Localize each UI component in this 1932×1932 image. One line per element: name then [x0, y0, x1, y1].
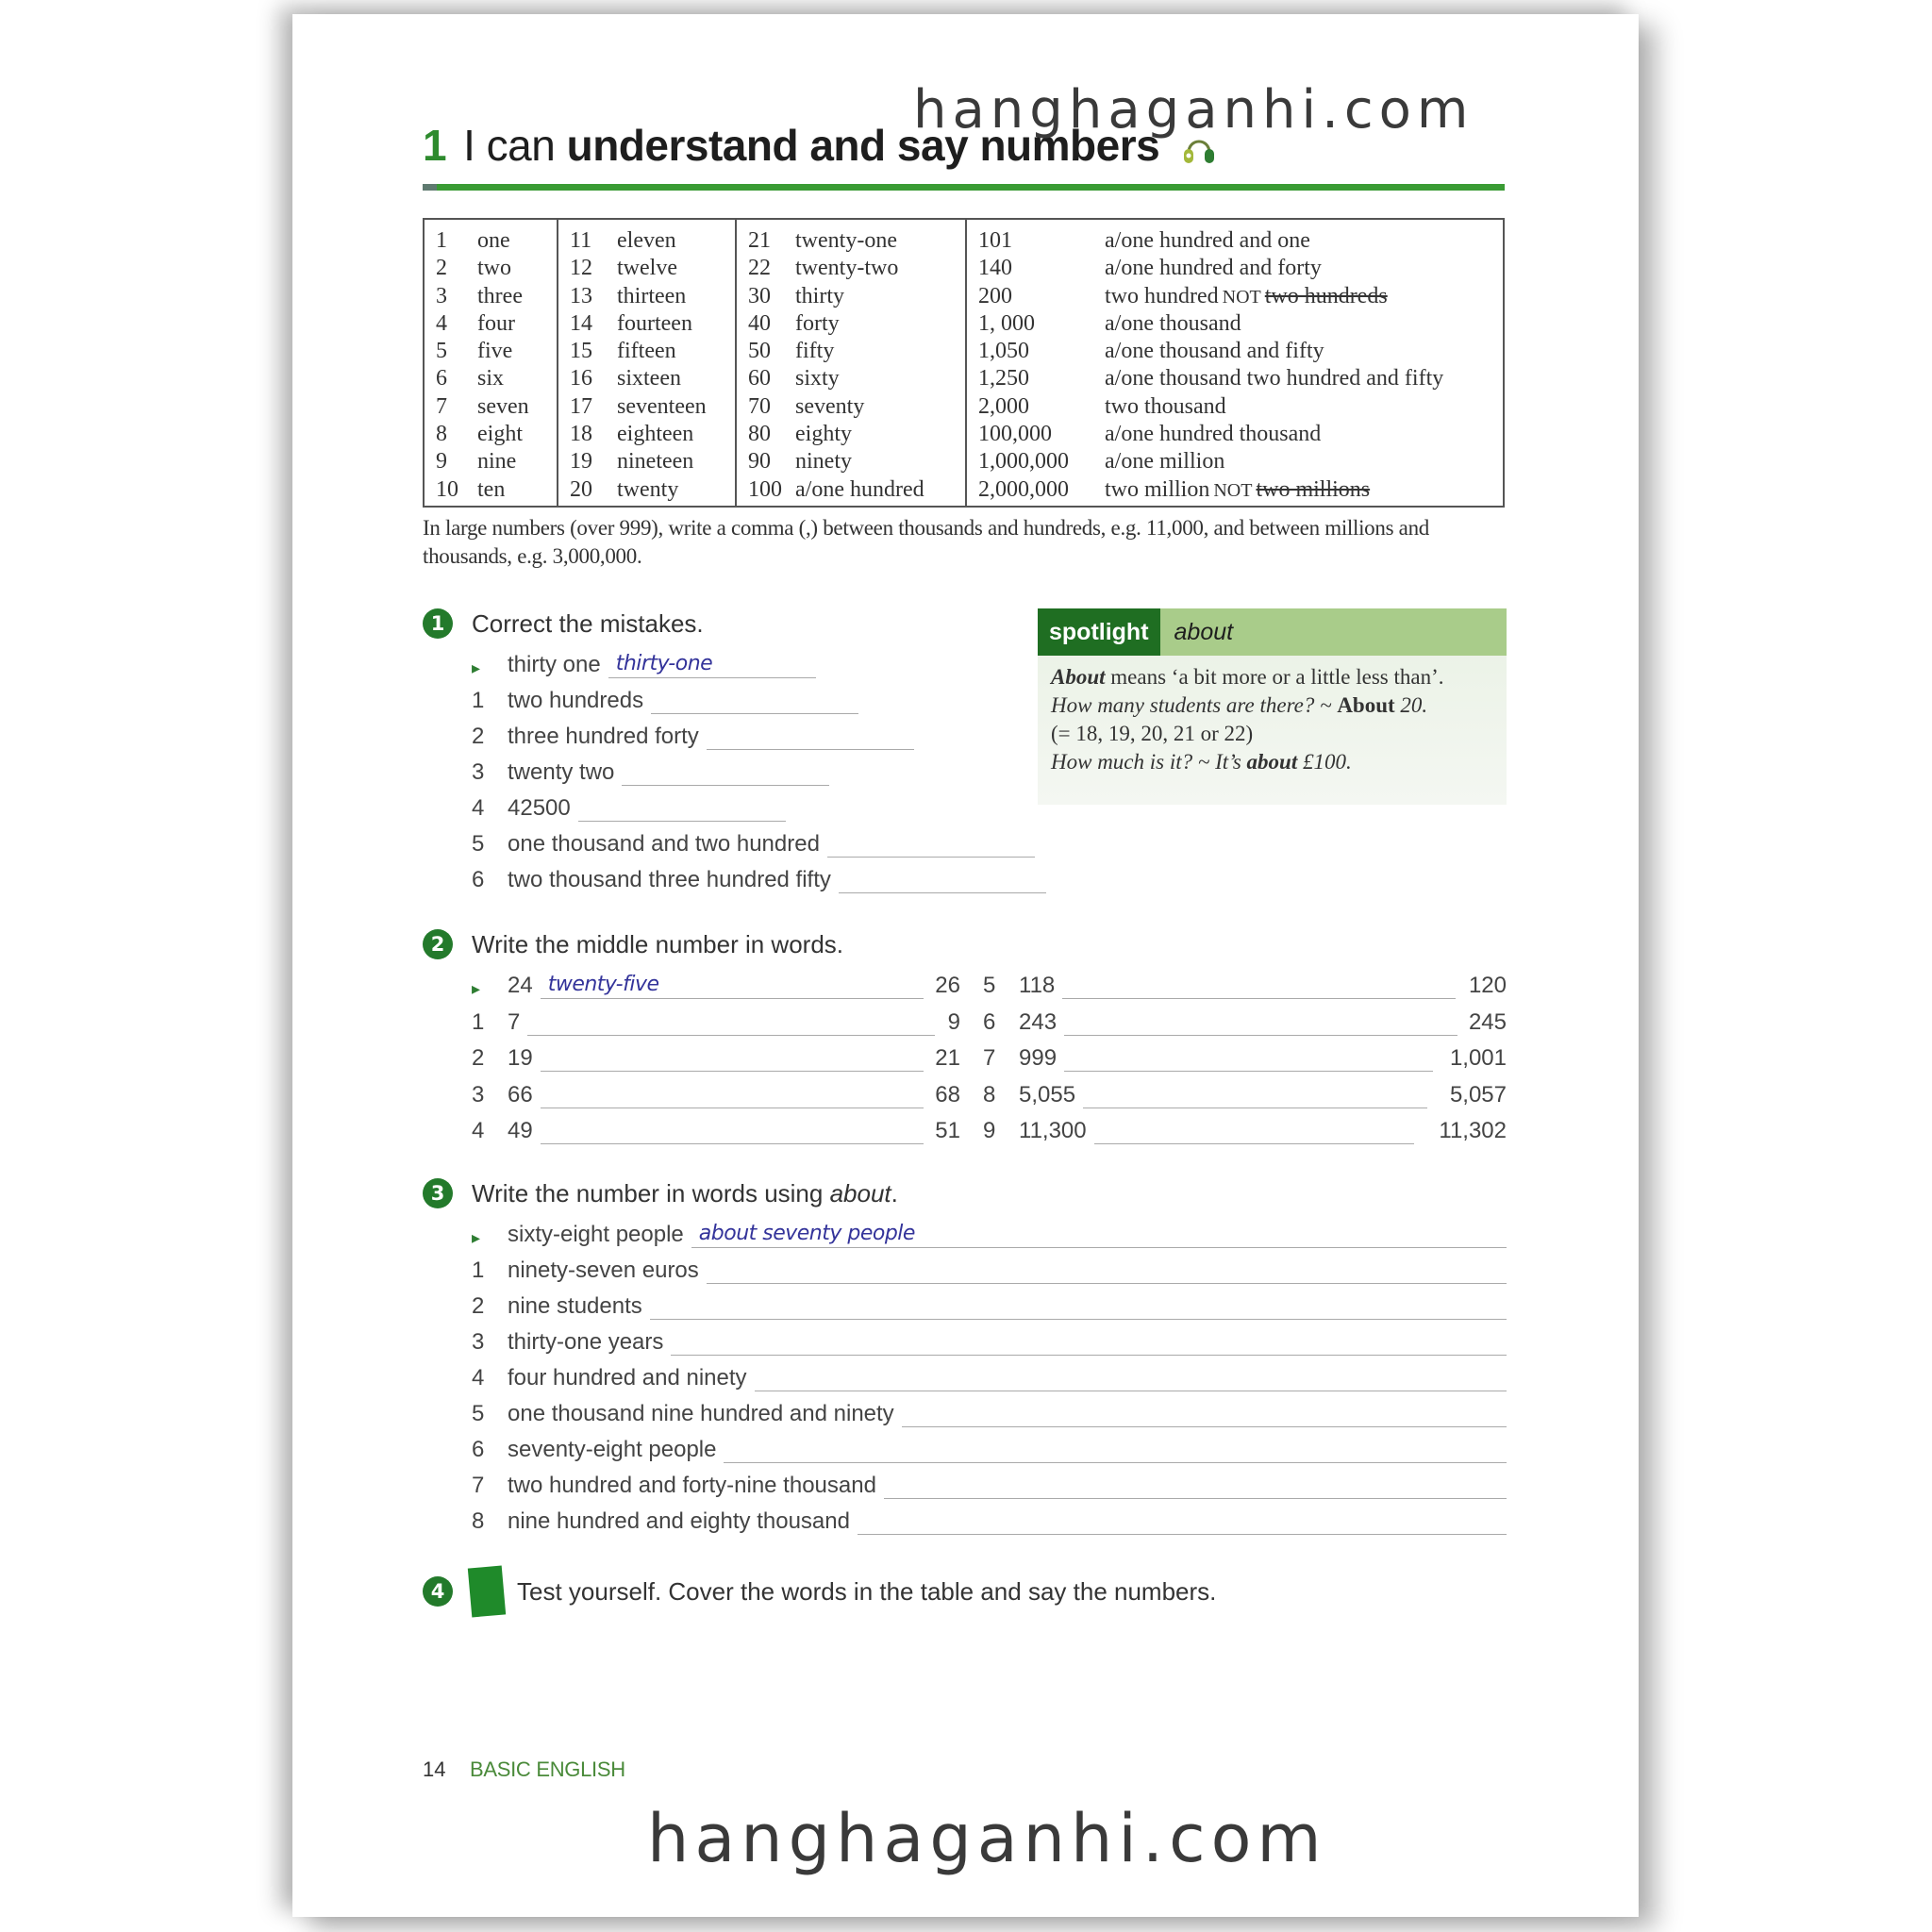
exercise-1-item: [472, 858, 1046, 893]
answer-blank[interactable]: [902, 1403, 1507, 1427]
answer-blank[interactable]: [651, 690, 858, 714]
number-digits: 4: [436, 310, 447, 336]
answer-blank[interactable]: [1064, 1047, 1433, 1072]
item-number: 1: [472, 1008, 485, 1035]
exercise-1-item: [472, 822, 1046, 858]
end-number: 120: [1468, 973, 1507, 998]
number-digits: 90: [748, 449, 771, 475]
number-word: eighty: [795, 422, 852, 447]
number-digits: 2,000: [978, 393, 1029, 419]
number-digits: 6: [436, 366, 447, 391]
number-digits: 1,050: [978, 339, 1029, 364]
spotlight-example-1-detail: (= 18, 19, 20, 21 or 22): [1051, 722, 1254, 745]
unit-number: 1: [423, 121, 447, 170]
numbers-table: [423, 218, 1505, 508]
spotlight-body: [1038, 656, 1507, 784]
table-row: [436, 338, 557, 365]
number-digits: 9: [436, 449, 447, 475]
item-number: 2: [472, 1045, 485, 1071]
number-word: seven: [477, 393, 529, 419]
start-number: 5,055: [1019, 1081, 1076, 1108]
number-word: a/one thousand and fifty: [1105, 339, 1324, 364]
exercise-2-title: [423, 929, 843, 959]
item-number: 7: [983, 1045, 996, 1071]
answer-blank[interactable]: [691, 1224, 1507, 1248]
table-row: [748, 283, 965, 310]
item-prompt: one thousand nine hundred and ninety: [508, 1401, 894, 1426]
exercise-1-badge: 1: [423, 608, 453, 639]
table-row: [978, 421, 1503, 448]
answer-blank[interactable]: [839, 869, 1046, 893]
number-word: ninety: [795, 449, 852, 475]
table-row: [748, 338, 965, 365]
workbook-page: [292, 14, 1639, 1917]
number-digits: 1, 000: [978, 310, 1035, 336]
item-prompt: one thousand and two hundred: [508, 831, 820, 857]
table-row: [748, 448, 965, 475]
heading-bold: understand and say numbers: [566, 121, 1160, 170]
number-word: twenty-one: [795, 228, 897, 253]
table-row: [570, 310, 735, 338]
heading-rule: [423, 184, 1505, 191]
answer-blank[interactable]: [884, 1474, 1507, 1499]
number-word: sixty: [795, 366, 840, 391]
answer-blank[interactable]: [1062, 974, 1456, 999]
item-prompt: two hundred and forty-nine thousand: [508, 1473, 876, 1498]
exercise-2-instruction: Write the middle number in words.: [472, 929, 844, 958]
number-word: a/one hundred and one: [1105, 228, 1310, 253]
table-row: [978, 365, 1503, 392]
answer-blank[interactable]: [541, 1120, 924, 1144]
exercise-3-title: [423, 1178, 898, 1208]
number-digits: 13: [570, 283, 592, 308]
number-word: eight: [477, 422, 523, 447]
table-row: [436, 310, 557, 338]
exercise-3-instruction: Write the number in words using about.: [472, 1178, 898, 1208]
item-number: 8: [983, 1081, 996, 1108]
item-number: 1: [472, 1257, 485, 1283]
item-prompt: four hundred and ninety: [508, 1365, 747, 1391]
number-word: sixteen: [617, 366, 681, 391]
end-number: 26: [935, 973, 960, 998]
table-row: [436, 365, 557, 392]
number-word: a/one hundred and forty: [1105, 256, 1322, 281]
start-number: 7: [508, 1008, 521, 1035]
number-digits: 19: [570, 449, 592, 475]
number-word: a/one thousand two hundred and fifty: [1105, 366, 1444, 391]
exercise-3-item: [472, 1391, 1507, 1427]
table-row: [748, 255, 965, 282]
table-row: [436, 227, 557, 255]
item-prompt: nine hundred and eighty thousand: [508, 1508, 850, 1534]
table-column-4: [967, 220, 1503, 506]
number-word: one: [477, 228, 510, 253]
exercise-3-items: [472, 1212, 1507, 1535]
exercise-3-item: [472, 1320, 1507, 1356]
table-column-1: [425, 220, 558, 506]
item-number: 4: [472, 1118, 485, 1143]
table-row: [436, 393, 557, 421]
answer-blank[interactable]: [858, 1510, 1507, 1535]
exercise-2-item: [983, 1073, 1507, 1108]
exercise-1-item: [472, 750, 1046, 786]
exercise-1-item: [472, 714, 1046, 750]
wrong-form: two hundreds: [1264, 283, 1388, 308]
spotlight-definition: About means ‘a bit more or a little less than’.: [1051, 665, 1444, 689]
exercise-3-item: [472, 1356, 1507, 1391]
item-prompt: two hundreds: [508, 688, 644, 713]
page-number: 14: [423, 1757, 446, 1781]
number-word: seventy: [795, 393, 865, 419]
table-row: [436, 448, 557, 475]
table-row: [748, 227, 965, 255]
item-prompt: two thousand three hundred fifty: [508, 867, 831, 892]
table-row: [570, 227, 735, 255]
number-word: a/one million: [1105, 449, 1225, 475]
item-prompt: nine students: [508, 1293, 642, 1319]
answer-blank[interactable]: [1064, 1011, 1457, 1036]
table-row: [978, 448, 1503, 475]
exercise-3-item: [472, 1463, 1507, 1499]
number-digits: 100: [748, 476, 782, 502]
table-row: [748, 310, 965, 338]
not-label: NOT: [1222, 286, 1261, 308]
spotlight-header: [1038, 608, 1507, 656]
number-digits: 30: [748, 283, 771, 308]
exercise-2-badge: 2: [423, 929, 453, 959]
end-number: 21: [935, 1045, 960, 1071]
item-number: 6: [983, 1008, 996, 1035]
table-row: [570, 476, 735, 504]
table-row: [570, 365, 735, 392]
exercise-2-item: [983, 1108, 1507, 1144]
start-number: 118: [1019, 973, 1056, 998]
number-digits: 12: [570, 256, 592, 281]
exercise-2-item: [472, 1036, 960, 1072]
item-number: 6: [472, 867, 485, 892]
spotlight-tag: spotlight: [1038, 608, 1160, 656]
number-digits: 7: [436, 393, 447, 419]
number-digits: 11: [570, 228, 592, 253]
number-digits: 14: [570, 310, 592, 336]
item-number: 9: [983, 1118, 996, 1143]
item-prompt: thirty one: [508, 652, 601, 677]
number-digits: 101: [978, 228, 1012, 253]
exercise-1-item: [472, 642, 1046, 678]
comma-note: In large numbers (over 999), write a comma (,) between thousands and hundreds, e.g. 11,000, and between millions and thousands, e.g. 3,000,000.: [423, 516, 1429, 568]
spotlight-example-1: How many students are there? ~ About 20.: [1051, 693, 1428, 717]
answer-blank[interactable]: [650, 1295, 1507, 1320]
number-word: eighteen: [617, 422, 694, 447]
number-word: five: [477, 339, 513, 364]
table-row: [570, 393, 735, 421]
table-row: [570, 338, 735, 365]
number-word: ten: [477, 476, 506, 502]
table-row: [436, 421, 557, 448]
number-word: a/one thousand: [1105, 310, 1241, 336]
exercise-1-instruction: Correct the mistakes.: [472, 608, 704, 638]
spotlight-box: [1038, 608, 1507, 805]
exercise-2-item: [983, 1000, 1507, 1036]
number-word: three: [477, 283, 523, 308]
item-number: 3: [472, 1329, 485, 1355]
start-number: 24: [508, 973, 533, 998]
exercise-1-items: [472, 642, 1046, 893]
table-row: [570, 421, 735, 448]
book-title: BASIC ENGLISH: [470, 1757, 625, 1781]
exercise-3-item: [472, 1284, 1507, 1320]
exercise-2-item: [472, 1108, 960, 1144]
item-prompt: ninety-seven euros: [508, 1257, 699, 1283]
number-word: seventeen: [617, 393, 707, 419]
number-word: four: [477, 310, 515, 336]
answer-blank[interactable]: [608, 654, 816, 678]
number-digits: 2: [436, 256, 447, 281]
table-row: [748, 393, 965, 421]
wrong-form: two millions: [1256, 476, 1371, 502]
exercise-2-item: [472, 1073, 960, 1108]
item-number: 1: [472, 688, 485, 713]
item-prompt: sixty-eight people: [508, 1222, 684, 1247]
number-word: two hundred NOT two hundreds: [1105, 283, 1388, 308]
table-row: [748, 421, 965, 448]
number-word: forty: [795, 310, 840, 336]
item-number: 5: [472, 831, 485, 857]
table-row: [570, 255, 735, 282]
item-number: 6: [472, 1437, 485, 1462]
start-number: 66: [508, 1081, 533, 1108]
number-word: fifteen: [617, 339, 676, 364]
cover-card-icon: [468, 1566, 506, 1618]
handwritten-answer: thirty-one: [615, 652, 713, 675]
start-number: 11,300: [1019, 1118, 1087, 1143]
table-row: [570, 448, 735, 475]
answer-blank[interactable]: [707, 1259, 1507, 1284]
number-word: fifty: [795, 339, 835, 364]
number-word: a/one hundred thousand: [1105, 422, 1322, 447]
number-word: nineteen: [617, 449, 694, 475]
number-word: eleven: [617, 228, 676, 253]
item-prompt: twenty two: [508, 759, 615, 785]
number-word: six: [477, 366, 505, 391]
number-digits: 1,250: [978, 366, 1029, 391]
example-arrow-icon: ▸: [472, 979, 481, 998]
item-number: 3: [472, 759, 485, 785]
example-arrow-icon: ▸: [472, 658, 481, 677]
number-digits: 100,000: [978, 422, 1052, 447]
table-row: [978, 476, 1503, 504]
answer-blank[interactable]: [724, 1439, 1507, 1463]
exercise-4-title: [423, 1567, 1216, 1616]
exercise-2-item: [983, 963, 1507, 999]
table-row: [436, 476, 557, 504]
table-row: [978, 283, 1503, 310]
answer-blank[interactable]: [527, 1011, 935, 1036]
exercise-3-item: [472, 1212, 1507, 1248]
number-word: thirty: [795, 283, 844, 308]
answer-blank[interactable]: [578, 797, 786, 822]
number-word: two thousand: [1105, 393, 1226, 419]
start-number: 19: [508, 1045, 533, 1071]
start-number: 49: [508, 1118, 533, 1143]
number-word: thirteen: [617, 283, 687, 308]
handwritten-answer: twenty-five: [547, 973, 659, 996]
item-prompt: 42500: [508, 795, 571, 821]
number-digits: 140: [978, 256, 1012, 281]
number-digits: 3: [436, 283, 447, 308]
heading-light: I can: [463, 121, 567, 170]
table-column-3: [737, 220, 967, 506]
table-row: [570, 283, 735, 310]
number-digits: 8: [436, 422, 447, 447]
exercise-4-instruction: Test yourself. Cover the words in the table and say the numbers.: [517, 1576, 1217, 1606]
number-digits: 22: [748, 256, 771, 281]
exercise-1-item: [472, 678, 1046, 714]
table-row: [748, 476, 965, 504]
item-number: 5: [983, 973, 996, 998]
table-row: [978, 310, 1503, 338]
table-row: [978, 338, 1503, 365]
item-number: 3: [472, 1081, 485, 1108]
number-digits: 40: [748, 310, 771, 336]
item-number: 2: [472, 724, 485, 749]
spotlight-word: about: [1174, 619, 1234, 645]
end-number: 51: [935, 1118, 960, 1143]
exercise-3-item: [472, 1427, 1507, 1463]
number-digits: 1,000,000: [978, 449, 1069, 475]
handwritten-answer: about seventy people: [698, 1222, 915, 1245]
exercise-1-item: [472, 786, 1046, 822]
table-row: [436, 283, 557, 310]
number-digits: 18: [570, 422, 592, 447]
number-word: fourteen: [617, 310, 692, 336]
watermark-top: hanghaganhi.com: [913, 79, 1474, 141]
number-digits: 80: [748, 422, 771, 447]
number-word: twelve: [617, 256, 677, 281]
answer-blank[interactable]: [827, 833, 1035, 858]
example-arrow-icon: ▸: [472, 1228, 481, 1247]
exercise-2-item: [472, 1000, 960, 1036]
number-digits: 5: [436, 339, 447, 364]
answer-blank[interactable]: [707, 725, 914, 750]
number-word: two million NOT two millions: [1105, 476, 1371, 502]
start-number: 999: [1019, 1045, 1058, 1071]
answer-blank[interactable]: [541, 1084, 924, 1108]
number-digits: 50: [748, 339, 771, 364]
number-digits: 2,000,000: [978, 476, 1069, 502]
table-row: [748, 365, 965, 392]
table-row: [978, 393, 1503, 421]
exercise-4-badge: 4: [423, 1576, 453, 1607]
number-digits: 70: [748, 393, 771, 419]
table-row: [436, 255, 557, 282]
end-number: 11,302: [1439, 1118, 1507, 1143]
number-digits: 17: [570, 393, 592, 419]
answer-blank[interactable]: [622, 761, 829, 786]
start-number: 243: [1019, 1008, 1058, 1035]
number-digits: 20: [570, 476, 592, 502]
number-word: twenty-two: [795, 256, 899, 281]
end-number: 68: [935, 1081, 960, 1108]
exercise-3-badge: 3: [423, 1178, 453, 1208]
end-number: 5,057: [1449, 1081, 1507, 1108]
answer-blank[interactable]: [1094, 1120, 1414, 1144]
item-prompt: thirty-one years: [508, 1329, 664, 1355]
item-prompt: seventy-eight people: [508, 1437, 717, 1462]
exercise-3-item: [472, 1499, 1507, 1535]
table-row: [978, 227, 1503, 255]
end-number: 1,001: [1449, 1045, 1507, 1071]
number-digits: 200: [978, 283, 1012, 308]
number-word: a/one hundred: [795, 476, 924, 502]
not-label: NOT: [1213, 479, 1253, 501]
answer-blank[interactable]: [541, 1047, 924, 1072]
table-row: [978, 255, 1503, 282]
number-word: twenty: [617, 476, 679, 502]
table-column-2: [558, 220, 737, 506]
number-digits: 1: [436, 228, 447, 253]
number-digits: 16: [570, 366, 592, 391]
end-number: 245: [1468, 1008, 1507, 1035]
item-number: 4: [472, 1365, 485, 1391]
number-digits: 15: [570, 339, 592, 364]
spotlight-example-2: How much is it? ~ It’s about £100.: [1051, 750, 1352, 774]
number-word: two: [477, 256, 511, 281]
item-prompt: three hundred forty: [508, 724, 699, 749]
answer-blank[interactable]: [755, 1367, 1507, 1391]
item-number: 2: [472, 1293, 485, 1319]
number-digits: 60: [748, 366, 771, 391]
watermark-bottom: hanghaganhi.com: [647, 1800, 1327, 1877]
exercise-2-item: [472, 963, 960, 999]
item-number: 7: [472, 1473, 485, 1498]
exercise-2-item: [983, 1036, 1507, 1072]
exercise-3-item: [472, 1248, 1507, 1284]
answer-blank[interactable]: [541, 974, 924, 999]
item-number: 5: [472, 1401, 485, 1426]
answer-blank[interactable]: [671, 1331, 1507, 1356]
item-number: 8: [472, 1508, 485, 1534]
end-number: 9: [947, 1008, 960, 1035]
number-digits: 21: [748, 228, 771, 253]
number-word: nine: [477, 449, 517, 475]
number-digits: 10: [436, 476, 458, 502]
exercise-1-title: [423, 608, 704, 639]
answer-blank[interactable]: [1083, 1084, 1427, 1108]
item-number: 4: [472, 795, 485, 821]
